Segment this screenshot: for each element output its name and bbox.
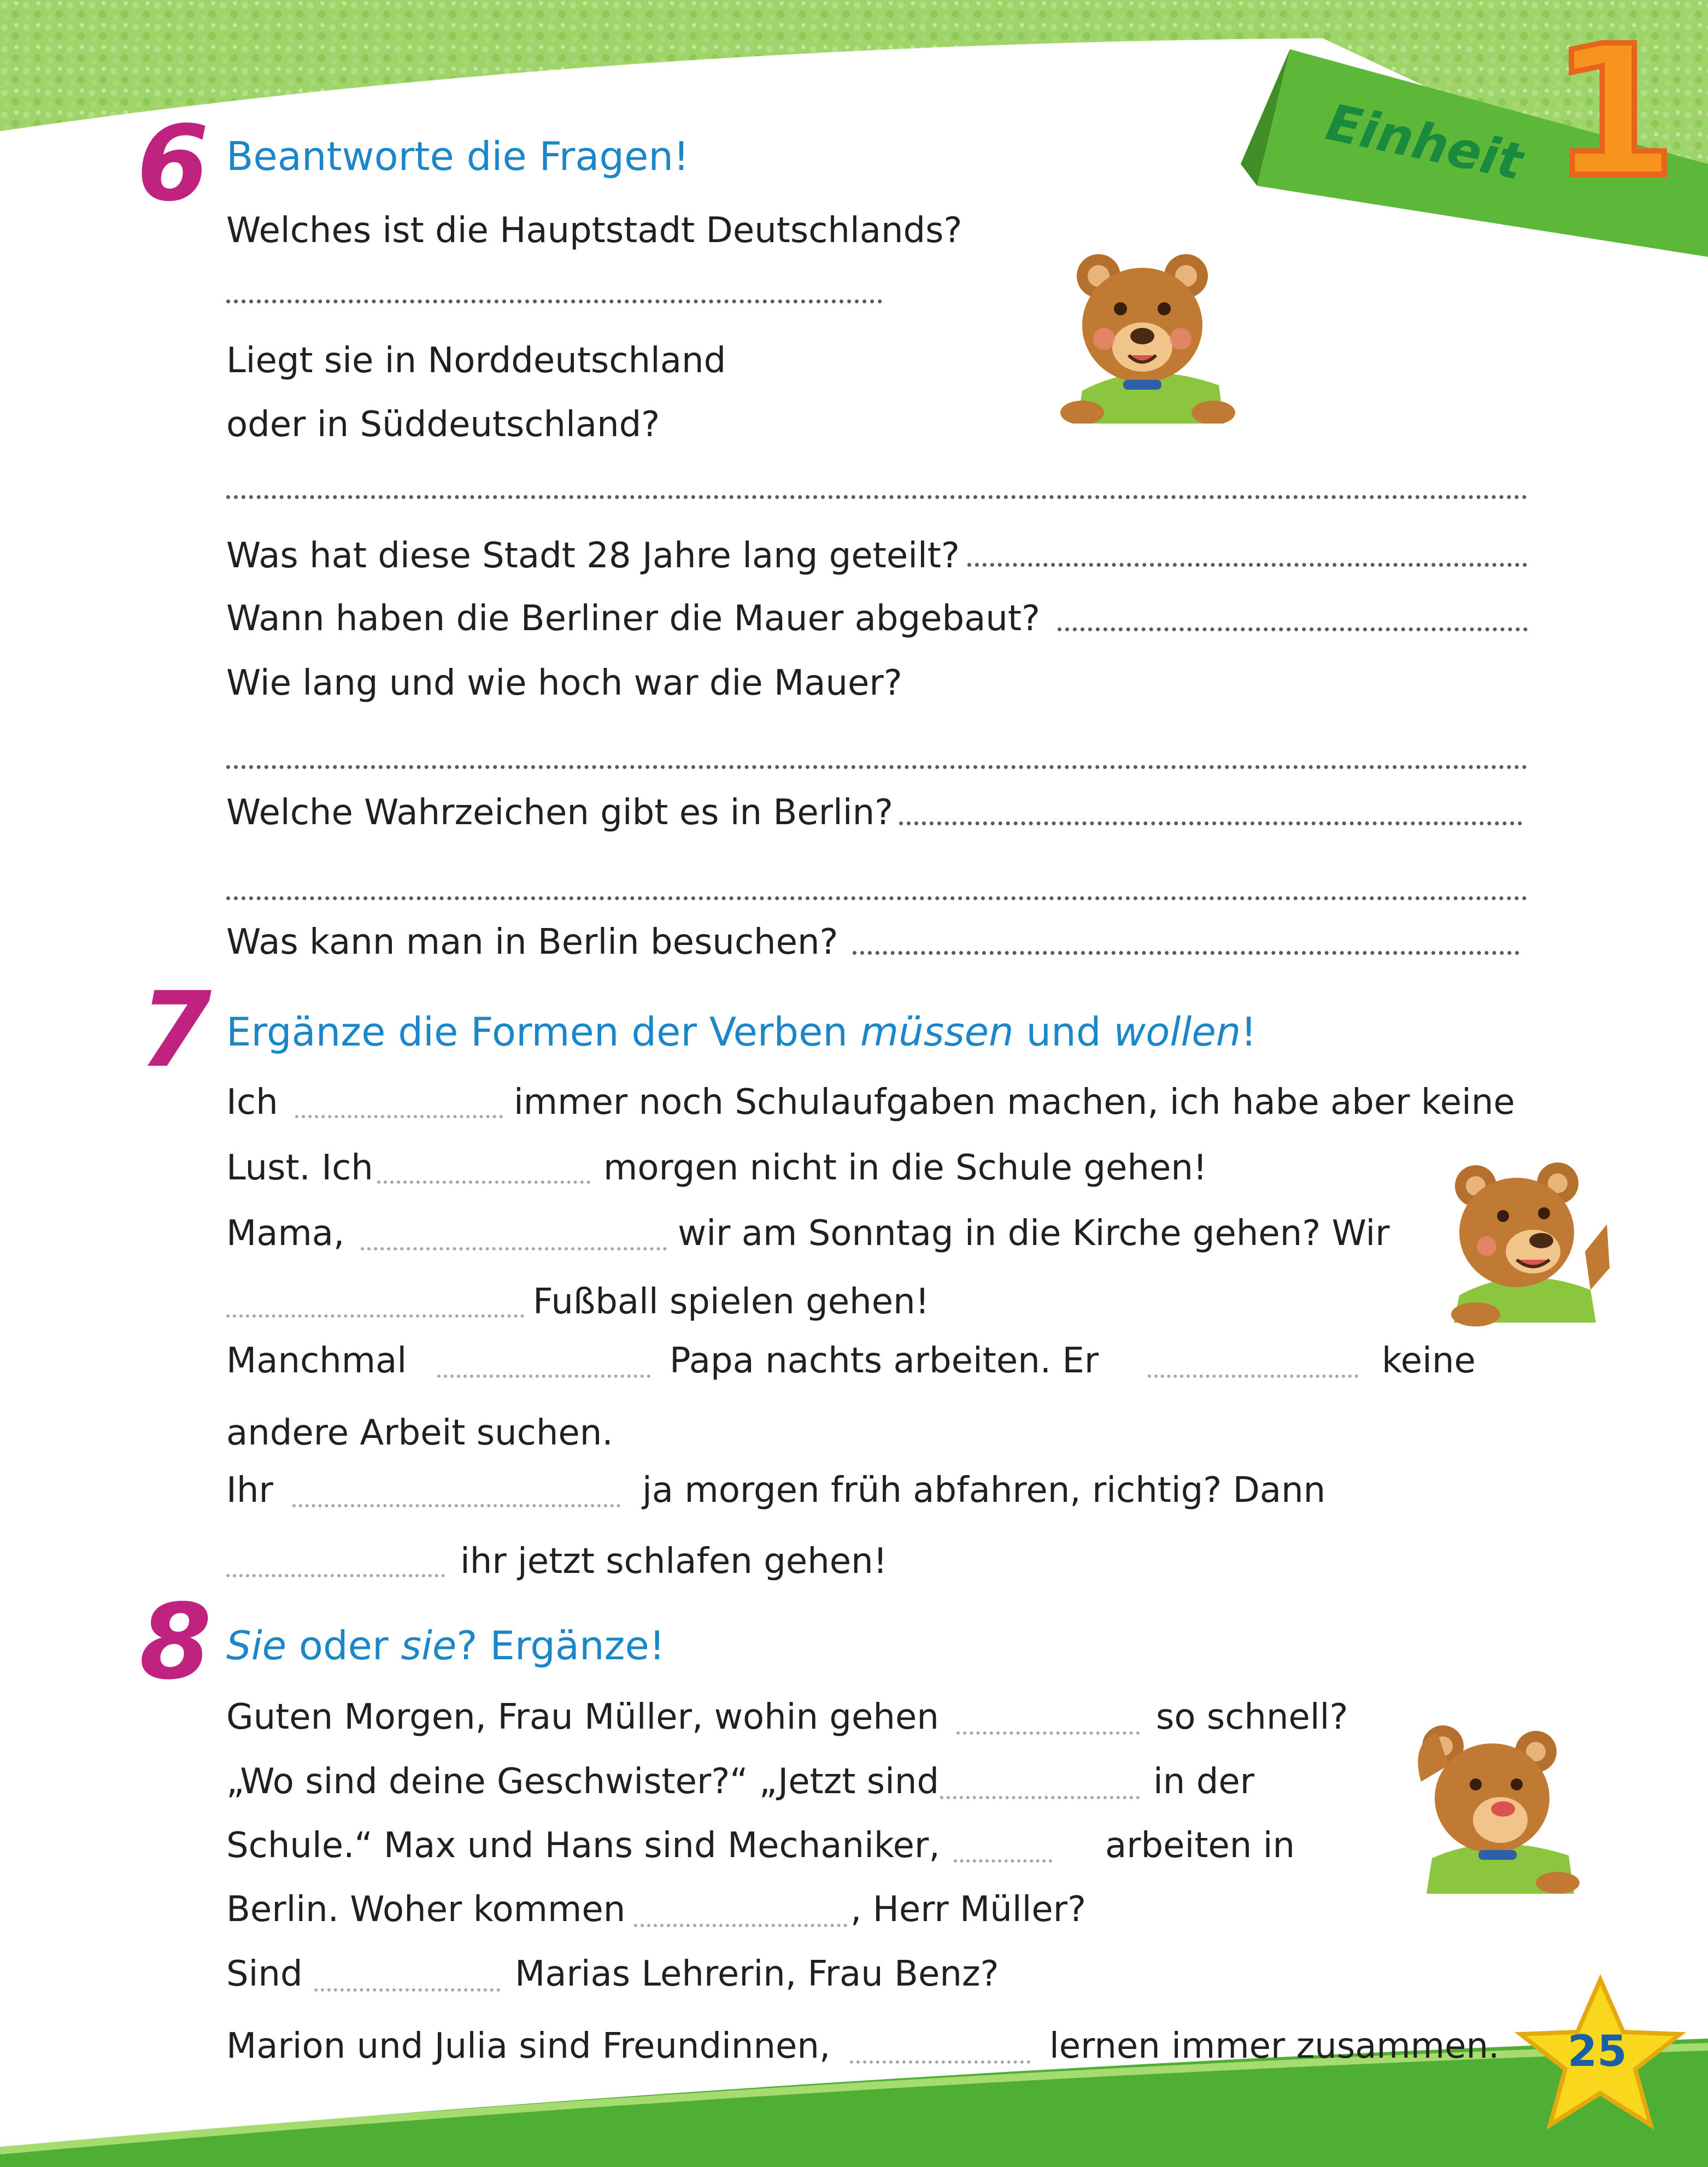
exercise-8-title [226,1623,665,1669]
answer-line-region[interactable] [226,495,1527,499]
answer-line-wall-size[interactable] [226,765,1527,769]
ex8-line5-end: Marias Lehrerin, Frau Benz? [515,1954,999,1994]
ex7-line5-middle: Papa nachts arbeiten. Er [670,1341,1099,1381]
ex8-line4-end: , Herr Müller? [850,1889,1087,1930]
question-capital: Welches ist die Hauptstadt Deutschlands? [226,210,962,251]
exercise-6-number: 6 [137,103,209,224]
blank-ex7-1[interactable] [295,1115,503,1118]
ex7-line2-end: morgen nicht in die Schule gehen! [603,1148,1207,1188]
title-word-sie-upper: Sie [226,1623,287,1669]
answer-line-visit[interactable] [853,951,1519,955]
unit-label: Einheit [1321,93,1528,192]
blank-ex7-4[interactable] [226,1314,524,1318]
blank-ex7-2[interactable] [377,1181,590,1184]
page-number: 25 [1568,2027,1627,2076]
question-divided: Was hat diese Stadt 28 Jahre lang geteilt? [226,536,960,576]
title-verb-1: müssen [860,1009,1014,1055]
ex8-line3-start: Schule.“ Max und Hans sind Mechaniker, [226,1825,940,1866]
blank-ex8-2[interactable] [940,1796,1140,1799]
title-part: oder [298,1623,389,1669]
ex7-line7-start: Ihr [226,1470,273,1511]
ex7-line5-end: keine [1382,1341,1476,1381]
bear-illustration-2 [1443,1159,1612,1328]
blank-ex7-7[interactable] [292,1504,620,1507]
title-part: Ergänze die Formen der Verben [226,1009,848,1055]
ex7-line4-end: Fußball spielen gehen! [533,1282,930,1322]
ex7-line2-start: Lust. Ich [226,1148,373,1188]
title-part: ! [1241,1009,1257,1055]
unit-number: 1 [1551,7,1677,217]
ex7-line8-end: ihr jetzt schlafen gehen! [460,1541,888,1582]
ex7-line1-start: Ich [226,1082,278,1123]
exercise-7-number: 7 [139,970,212,1090]
blank-ex8-1[interactable] [956,1731,1140,1735]
answer-line-wall-removed[interactable] [1058,627,1528,631]
bear-illustration-1 [1060,249,1241,424]
exercise-7-title [226,1009,1257,1055]
ex8-line3-end: arbeiten in [1105,1825,1295,1866]
ex7-line5-start: Manchmal [226,1341,407,1381]
ex7-line1-end: immer noch Schulaufgaben machen, ich habe aber keine [514,1082,1515,1123]
ex8-line2-end: in der [1153,1761,1254,1802]
blank-ex7-8[interactable] [226,1574,445,1577]
answer-line-landmarks-2[interactable] [226,896,1527,900]
bear-illustration-3 [1410,1722,1585,1896]
ex8-line1-end: so schnell? [1156,1697,1348,1737]
question-region-line2: oder in Süddeutschland? [226,404,660,445]
ex8-line6-start: Marion und Julia sind Freundinnen, [226,2026,831,2066]
question-landmarks: Welche Wahrzeichen gibt es in Berlin? [226,792,894,833]
question-region-line1: Liegt sie in Norddeutschland [226,340,726,381]
blank-ex8-3[interactable] [954,1859,1052,1863]
ex7-line6: andere Arbeit suchen. [226,1413,613,1453]
ex7-line7-end: ja morgen früh abfahren, richtig? Dann [642,1470,1326,1511]
answer-line-divided[interactable] [967,563,1527,567]
blank-ex7-5[interactable] [437,1375,650,1378]
blank-ex8-5[interactable] [314,1988,500,1992]
ex8-line5-start: Sind [226,1954,303,1994]
answer-line-capital[interactable] [226,299,882,303]
blank-ex7-3[interactable] [361,1247,667,1250]
exercise-8-number: 8 [139,1582,212,1702]
exercise-6-title: Beantworte die Fragen! [226,133,689,179]
ex8-line4-start: Berlin. Woher kommen [226,1889,626,1930]
question-visit: Was kann man in Berlin besuchen? [226,922,838,962]
title-part: und [1026,1009,1101,1055]
question-wall-removed: Wann haben die Berliner die Mauer abgebaut? [226,598,1040,639]
blank-ex7-6[interactable] [1148,1375,1358,1378]
ex7-line3-start: Mama, [226,1213,345,1254]
question-wall-size: Wie lang und wie hoch war die Mauer? [226,663,902,703]
answer-line-landmarks-1[interactable] [899,821,1522,825]
ex8-line1-start: Guten Morgen, Frau Müller, wohin gehen [226,1697,939,1737]
ex7-line3-end: wir am Sonntag in die Kirche gehen? Wir [678,1213,1390,1254]
title-verb-2: wollen [1113,1009,1241,1055]
blank-ex8-6[interactable] [850,2060,1030,2064]
blank-ex8-4[interactable] [634,1924,847,1927]
ex8-line6-end: lernen immer zusammen. [1049,2026,1500,2066]
title-word-sie-lower: sie [401,1623,457,1669]
ex8-line2-start: „Wo sind deine Geschwister?“ „Jetzt sind [226,1761,940,1802]
title-part: ? Ergänze! [456,1623,665,1669]
